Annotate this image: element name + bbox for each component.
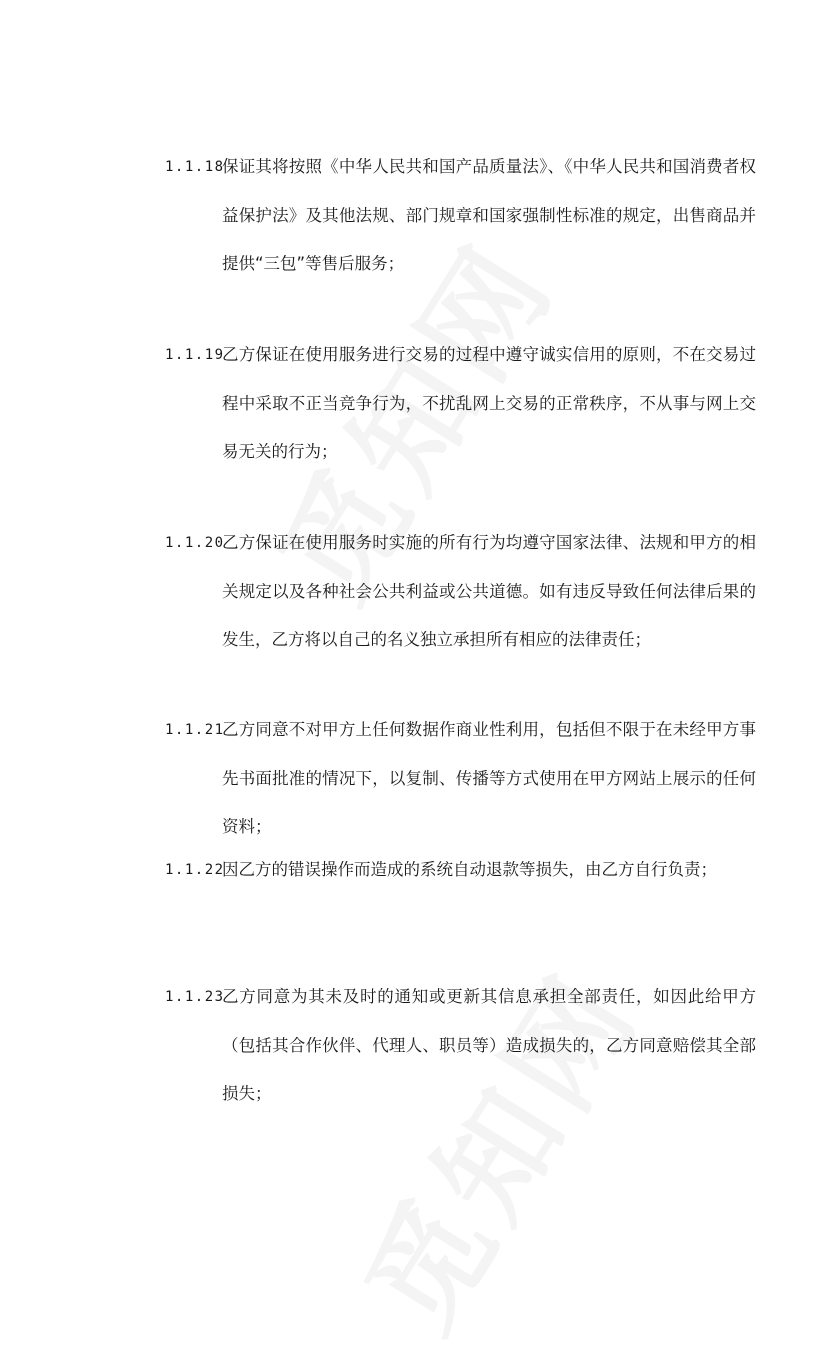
clause-text: 保证其将按照《中华人民共和国产品质量法》、《中华人民共和国消费者权益保护法》及其他法规、部门规章和国家强制性标准的规定，出售商品并提供“三包”等售后服务； <box>222 157 756 273</box>
clause-number: 1.1.23 <box>165 989 225 1005</box>
clause-text: 因乙方的错误操作而造成的系统自动退款等损失，由乙方自行负责； <box>222 860 717 879</box>
clause-number: 1.1.19 <box>165 347 225 363</box>
clause-number: 1.1.22 <box>165 862 225 878</box>
clause-number: 1.1.20 <box>165 535 225 551</box>
clause-text: 乙方保证在使用服务进行交易的过程中遵守诚实信用的原则，不在交易过程中采取不正当竞争行为，不扰乱网上交易的正常秩序，不从事与网上交易无关的行为； <box>222 345 756 461</box>
clause-number: 1.1.18 <box>165 159 225 175</box>
clause-text: 乙方保证在使用服务时实施的所有行为均遵守国家法律、法规和甲方的相关规定以及各种社会公共利益或公共道德。如有违反导致任何法律后果的发生，乙方将以自己的名义独立承担所有相应的法律责任； <box>222 533 756 649</box>
clause-number: 1.1.21 <box>165 722 225 738</box>
clause-text: 乙方同意不对甲方上任何数据作商业性利用，包括但不限于在未经甲方事先书面批准的情况下，以复制、传播等方式使用在甲方网站上展示的任何资料； <box>222 720 756 836</box>
clause-text: 乙方同意为其未及时的通知或更新其信息承担全部责任，如因此给甲方（包括其合作伙伴、代理人、职员等）造成损失的，乙方同意赔偿其全部损失； <box>222 987 756 1103</box>
